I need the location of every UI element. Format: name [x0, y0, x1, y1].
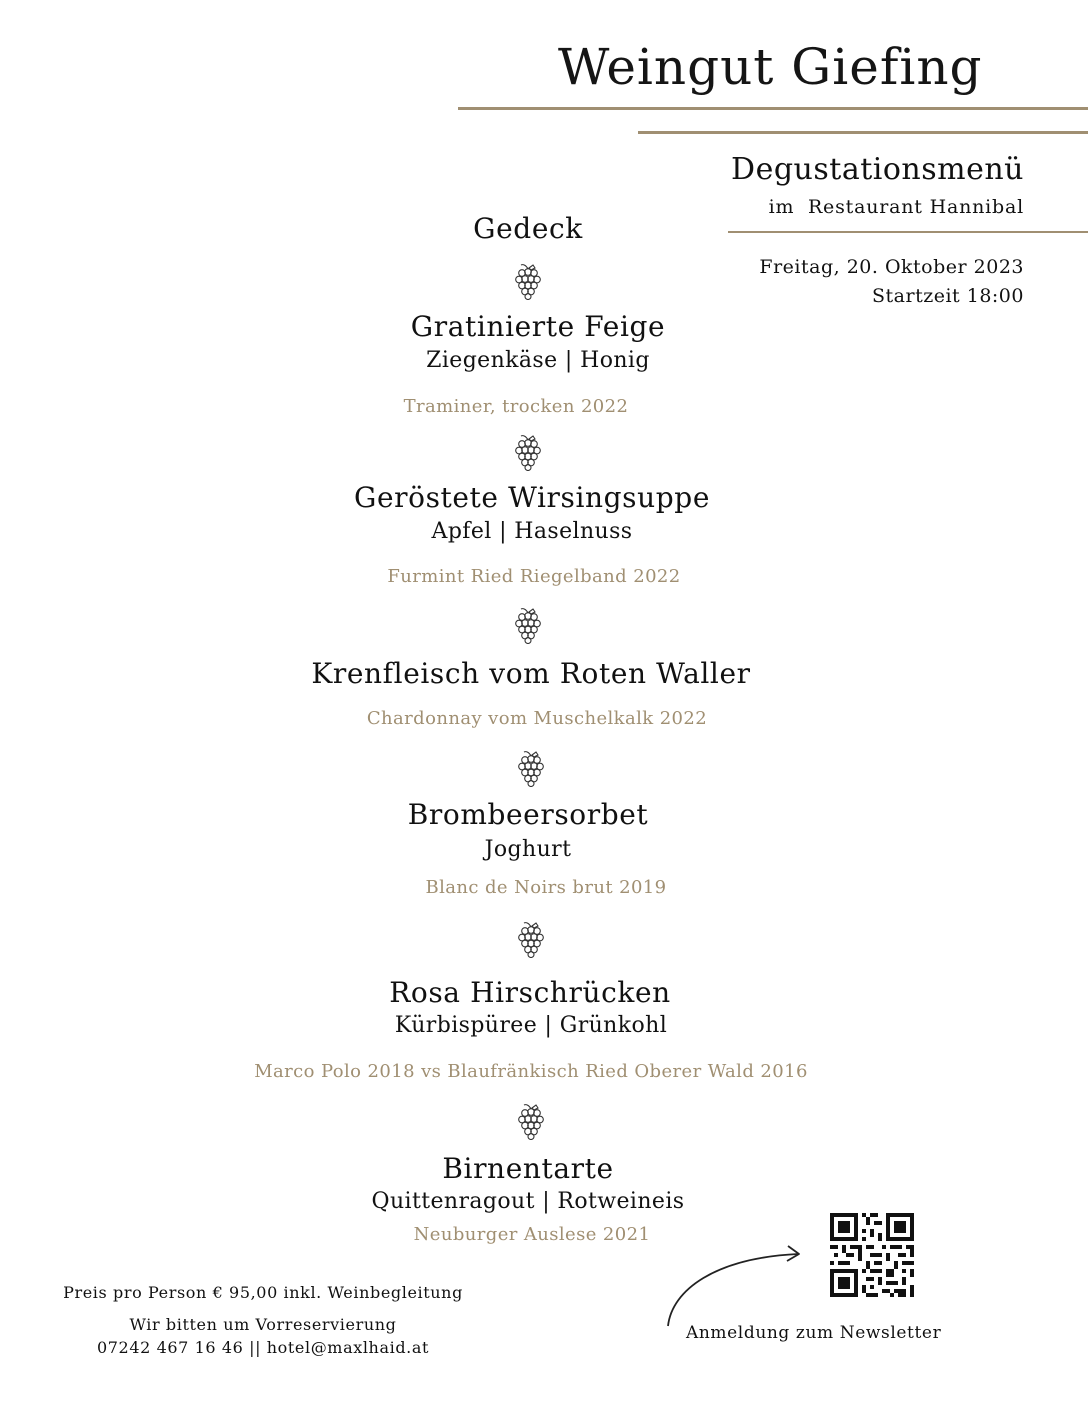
course-5-wine: Marco Polo 2018 vs Blaufränkisch Ried Oberer Wald 2016 [254, 1061, 808, 1082]
course-5-title: Rosa Hirschrücken [389, 976, 671, 1009]
contact-info: 07242 467 16 46 || hotel@maxlhaid.at [96, 1338, 430, 1357]
grape-icon [516, 920, 546, 958]
page-title: Weingut Giefing [558, 38, 983, 96]
venue: im Restaurant Hannibal [768, 196, 1024, 218]
header-rule-top [458, 107, 1088, 110]
start-time: Startzeit 18:00 [872, 285, 1024, 307]
course-6-title: Birnentarte [442, 1152, 614, 1185]
course-1-title: Gratinierte Feige [410, 310, 666, 343]
course-6-wine: Neuburger Auslese 2021 [413, 1224, 651, 1245]
course-2-title: Geröstete Wirsingsuppe [353, 481, 711, 514]
grape-icon [513, 433, 543, 471]
course-3-title: Krenfleisch vom Roten Waller [311, 657, 751, 690]
course-1-wine: Traminer, trocken 2022 [403, 396, 629, 417]
course-4-desc: Joghurt [484, 837, 572, 862]
course-3-wine: Chardonnay vom Muschelkalk 2022 [366, 708, 708, 729]
grape-icon [513, 262, 543, 300]
header-rule-bottom [638, 131, 1088, 134]
event-date: Freitag, 20. Oktober 2023 [759, 256, 1024, 278]
qr-code[interactable] [830, 1213, 914, 1297]
grape-icon [516, 1102, 546, 1140]
price-note: Preis pro Person € 95,00 inkl. Weinbegleitung [63, 1283, 463, 1302]
menu-title: Degustationsmenü [731, 152, 1024, 187]
course-5-desc: Kürbispüree | Grünkohl [394, 1013, 668, 1038]
venue-rule [728, 231, 1088, 233]
newsletter-label: Anmeldung zum Newsletter [686, 1323, 942, 1343]
reservation-note: Wir bitten um Vorreservierung [129, 1315, 397, 1334]
curved-arrow-icon [660, 1238, 805, 1330]
course-2-desc: Apfel | Haselnuss [431, 519, 633, 544]
course-2-wine: Furmint Ried Riegelband 2022 [387, 566, 681, 587]
course-6-desc: Quittenragout | Rotweineis [371, 1189, 685, 1214]
course-4-wine: Blanc de Noirs brut 2019 [425, 877, 667, 898]
course-1-desc: Ziegenkäse | Honig [426, 348, 650, 373]
course-4-title: Brombeersorbet [407, 798, 649, 831]
course-gedeck-title: Gedeck [473, 212, 583, 245]
grape-icon [516, 749, 546, 787]
grape-icon [513, 606, 543, 644]
